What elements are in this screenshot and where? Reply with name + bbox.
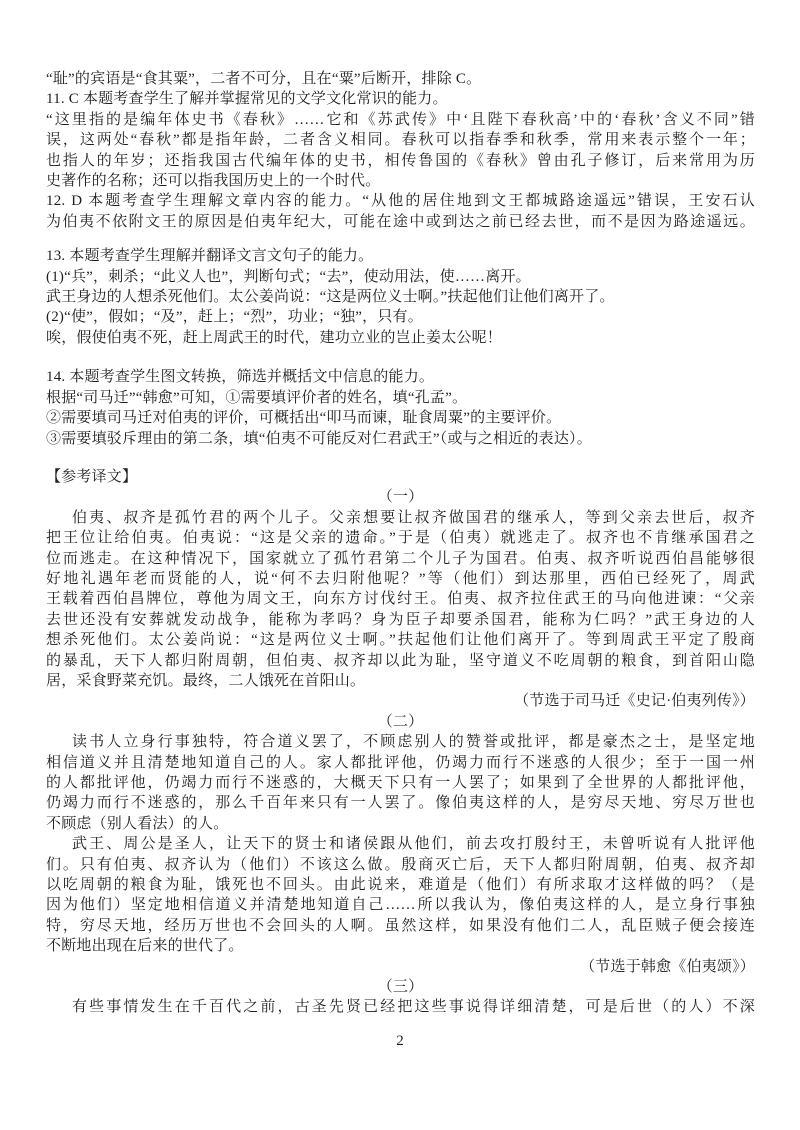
text-line: “这里指的是编年体史书《春秋》……它和《苏武传》中‘且陛下春秋高’中的‘春秋’含义不同”错 (46, 111, 755, 128)
text-line: 【参考译文】 (46, 468, 138, 485)
text-line: 把王位让给伯夷。伯夷说：“这是父亲的遗命。”于是（伯夷）就逃走了。叔齐也不肯继承国君之 (46, 530, 755, 547)
section-answers-q10-to-q12 (46, 69, 755, 232)
text-line: 相信道义并且清楚地知道自己的人。家人都批评他，仍竭力而行不迷惑的人很少；至于一国一州 (46, 754, 755, 771)
text-line: 伯夷、叔齐是孤竹君的两个儿子。父亲想要让叔齐做国君的继承人，等到父亲去世后，叔齐 (72, 509, 755, 526)
text-line: 因为他们）坚定地相信道义并清楚地知道自己……所以我认为，像伯夷这样的人，是立身行事独 (46, 897, 755, 914)
section-answer-q13 (46, 246, 755, 348)
text-line: 位而逃走。在这种情况下，国家就立了孤竹君第二个儿子为国君。伯夷、叔齐听说西伯昌能够很 (46, 550, 755, 567)
text-line: 为伯夷不依附文王的原因是伯夷年纪大，可能在途中或到达之前已经去世，而不是因为路途遥远。 (46, 213, 755, 230)
text-line: （节选于司马迁《史记·伯夷列传》） (514, 693, 755, 710)
text-line: ②需要填司马迁对伯夷的评价，可概括出“叩马而谏，耻食周粟”的主要评价。 (46, 410, 562, 427)
text-line: 好地礼遇年老而贤能的人，说“何不去归附他呢？”等（他们）到达那里，西伯已经死了，周武 (46, 570, 755, 587)
text-line: 根据“司马迁”“韩愈”可知，①需要填评价者的姓名，填“孔孟”。 (46, 389, 468, 406)
text-line: 的暴乱，天下人都归附周朝，但伯夷、叔齐却以此为耻，坚守道义不吃周朝的粮食，到首阳山隐 (46, 652, 755, 669)
text-line: 史著作的名称；还可以指我国历史上的一个时代。 (46, 173, 381, 190)
text-line: 居，采食野菜充饥。最终，二人饿死在首阳山。 (46, 672, 366, 689)
text-line: (1)“兵”，刺杀；“此义人也”，判断句式；“去”，使动用法，使……离开。 (46, 268, 531, 285)
text-line: （节选于韩愈《伯夷颂》） (580, 958, 755, 975)
text-line: 武王身边的人想杀死他们。太公姜尚说：“这是两位义士啊。”扶起他们让他们离开了。 (46, 289, 615, 306)
text-line: 们。只有伯夷、叔齐认为（他们）不该这么做。殷商灭亡后，天下人都归附周朝，伯夷、叔齐却 (46, 856, 755, 873)
text-line: 想杀死他们。太公姜尚说：“这是两位义士啊。”扶起他们让他们离开了。等到周武王平定了殷商 (46, 632, 755, 649)
text-line: （三） (377, 979, 424, 996)
text-line: 误，这两处“春秋”都是指年龄，二者含义相同。春秋可以指春季和秋季，常用来表示整个一年； (46, 132, 755, 149)
page-number: 2 (396, 1033, 404, 1049)
text-line: 的人都批评他，仍竭力而行不迷惑的，大概天下只有一人罢了；如果到了全世界的人都批评他， (46, 775, 755, 791)
text-line: 不断地出现在后来的世代了。 (46, 938, 244, 955)
text-line: 读书人立身行事独特，符合道义罢了，不顾虑别人的赞誉或批评，都是豪杰之士，是坚定地 (72, 734, 755, 751)
text-line: 去世还没有安葬就发动战争，能称为孝吗？身为臣子却要杀国君，能称为仁吗？”武王身边的人 (46, 611, 755, 628)
text-line: （二） (377, 713, 424, 730)
text-line: 武王、周公是圣人，让天下的贤士和诸侯跟从他们，前去攻打殷纣王，未曾听说有人批评他 (72, 836, 755, 853)
text-line: 王载着西伯昌牌位，尊他为周文王，向东方讨伐纣王。伯夷、叔齐拉住武王的马向他进谏：“父亲 (46, 591, 755, 608)
text-line: 12. D 本题考查学生理解文章内容的能力。“从他的居住地到文王都城路途遥远”错误，王安石认 (46, 193, 755, 210)
text-line: 14. 本题考查学生图文转换，筛选并概括文中信息的能力。 (46, 369, 435, 386)
text-line: 仍竭力而行不迷惑的，那么千百年来只有一人罢了。像伯夷这样的人，是穷尽天地、穷尽万世也 (46, 795, 755, 812)
text-line: 特，穷尽天地，经历万世也不会回头的人啊。虽然这样，如果没有他们二人，乱臣贼子便会接连 (46, 917, 755, 934)
text-line: “耻”的宾语是“食其粟”，二者不可分，且在“粟”后断开，排除 C。 (46, 71, 482, 87)
text-line: 13. 本题考查学生理解并翻译文言文句子的能力。 (46, 248, 374, 265)
text-line: 有些事情发生在千百代之前，古圣先贤已经把这些事说得详细清楚，可是后世（的人）不深 (72, 999, 755, 1016)
text-line: ③需要填驳斥理由的第二条，填“伯夷不可能反对仁君武王”（或与之相近的表达）。 (46, 430, 592, 447)
text-line: 也指人的年岁；还指我国古代编年体的史书，相传鲁国的《春秋》曾由孔子修订，后来常用为历 (46, 152, 755, 169)
text-line: 不顾虑（别人看法）的人。 (46, 815, 229, 832)
page-content (46, 69, 755, 1018)
section-answer-q14 (46, 367, 755, 449)
text-line: (2)“使”，假如；“及”，赶上；“烈”，功业；“独”，只有。 (46, 309, 423, 326)
text-line: （一） (377, 489, 424, 506)
section-reference-translation (46, 467, 755, 1018)
text-line: 11. C 本题考查学生了解并掌握常见的文学文化常识的能力。 (46, 91, 448, 108)
text-line: 以吃周朝的粮食为耻，饿死也不回头。由此说来，难道是（他们）有所求取才这样做的吗？（是 (46, 877, 755, 894)
text-line: 唉，假使伯夷不死，赶上周武王的时代，建功立业的岂止姜太公呢！ (46, 329, 503, 346)
